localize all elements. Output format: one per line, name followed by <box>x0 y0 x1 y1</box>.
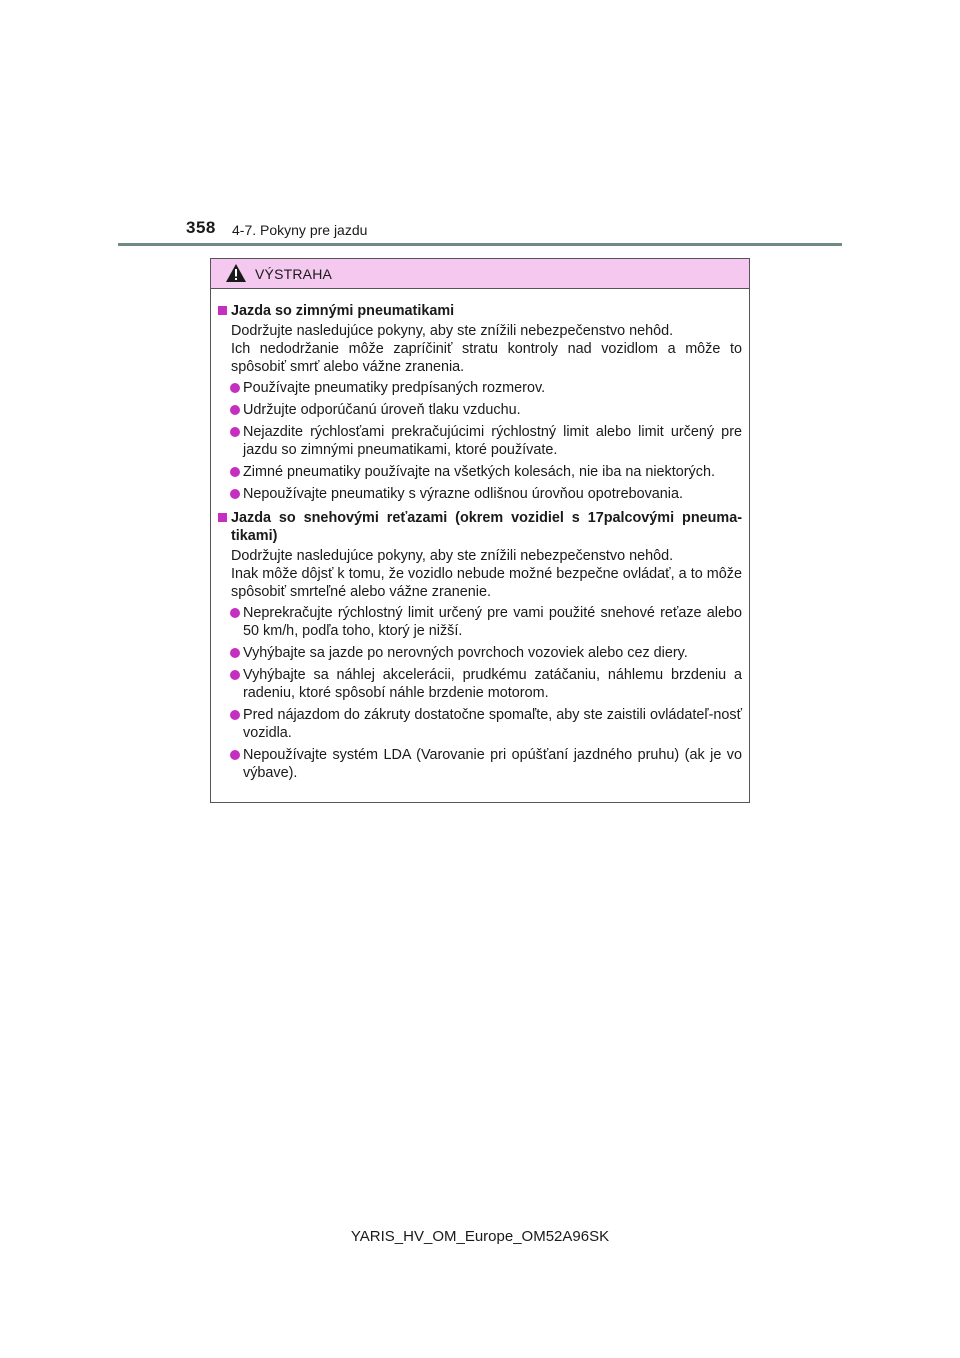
warning-header <box>211 259 749 289</box>
intro-line: Inak môže dôjsť k tomu, že vozidlo nebude možné bezpečne ovládať, a to môže spôsobiť smrteľné alebo vážne zranenie. <box>231 566 742 600</box>
list-item: Vyhýbajte sa jazde po nerovných povrchoch vozoviek alebo cez diery. <box>218 644 742 662</box>
warning-section <box>218 302 742 503</box>
warning-section <box>218 509 742 782</box>
circle-bullet-icon <box>230 648 240 658</box>
square-bullet-icon <box>218 513 227 522</box>
list-item: Vyhýbajte sa náhlej akcelerácii, prudkému zatáčaniu, náhlemu brzdeniu a radeniu, ktoré spôsobí náhle brzdenie motorom. <box>218 666 742 702</box>
page-number: 358 <box>186 218 216 237</box>
intro-line: Dodržujte nasledujúce pokyny, aby ste znížili nebezpečenstvo nehôd. <box>231 323 674 339</box>
circle-bullet-icon <box>230 750 240 760</box>
list-item: Pred nájazdom do zákruty dostatočne spomaľte, aby ste zaistili ovládateľ-nosť vozidla. <box>218 706 742 742</box>
warning-triangle-icon <box>225 263 247 283</box>
list-item: Používajte pneumatiky predpísaných rozmerov. <box>218 379 742 397</box>
warning-box <box>210 258 750 803</box>
section-intro <box>218 322 742 376</box>
section-heading: Jazda so snehovými reťazami (okrem vozidiel s 17palcovými pneuma-tikami) <box>218 509 742 545</box>
document-id: YARIS_HV_OM_Europe_OM52A96SK <box>350 1228 610 1245</box>
section-heading: Jazda so zimnými pneumatikami <box>218 302 742 320</box>
intro-line: Ich nedodržanie môže zapríčiniť stratu kontroly nad vozidlom a môže to spôsobiť smrť alebo vážne zranenia. <box>231 341 742 375</box>
section-title: 4-7. Pokyny pre jazdu <box>232 222 368 238</box>
list-item: Zimné pneumatiky používajte na všetkých kolesách, nie iba na niektorých. <box>218 463 742 481</box>
list-item: Nepoužívajte pneumatiky s výrazne odlišnou úrovňou opotrebovania. <box>218 485 742 503</box>
circle-bullet-icon <box>230 489 240 499</box>
circle-bullet-icon <box>230 710 240 720</box>
header-rule <box>118 243 842 246</box>
list-item: Nepoužívajte systém LDA (Varovanie pri opúšťaní jazdného pruhu) (ak je vo výbave). <box>218 746 742 782</box>
circle-bullet-icon <box>230 608 240 618</box>
circle-bullet-icon <box>230 670 240 680</box>
warning-title: VÝSTRAHA <box>255 266 333 282</box>
circle-bullet-icon <box>230 427 240 437</box>
circle-bullet-icon <box>230 405 240 415</box>
circle-bullet-icon <box>230 383 240 393</box>
list-item: Nejazdite rýchlosťami prekračujúcimi rýchlostný limit alebo limit určený pre jazdu so zimnými pneumatikami, ktoré používate. <box>218 423 742 459</box>
warning-body <box>211 289 749 782</box>
square-bullet-icon <box>218 306 227 315</box>
circle-bullet-icon <box>230 467 240 477</box>
section-intro <box>218 547 742 601</box>
list-item: Udržujte odporúčanú úroveň tlaku vzduchu. <box>218 401 742 419</box>
intro-line: Dodržujte nasledujúce pokyny, aby ste znížili nebezpečenstvo nehôd. <box>231 548 674 564</box>
list-item: Neprekračujte rýchlostný limit určený pre vami použité snehové reťaze alebo 50 km/h, podľa toho, ktorý je nižší. <box>218 604 742 640</box>
